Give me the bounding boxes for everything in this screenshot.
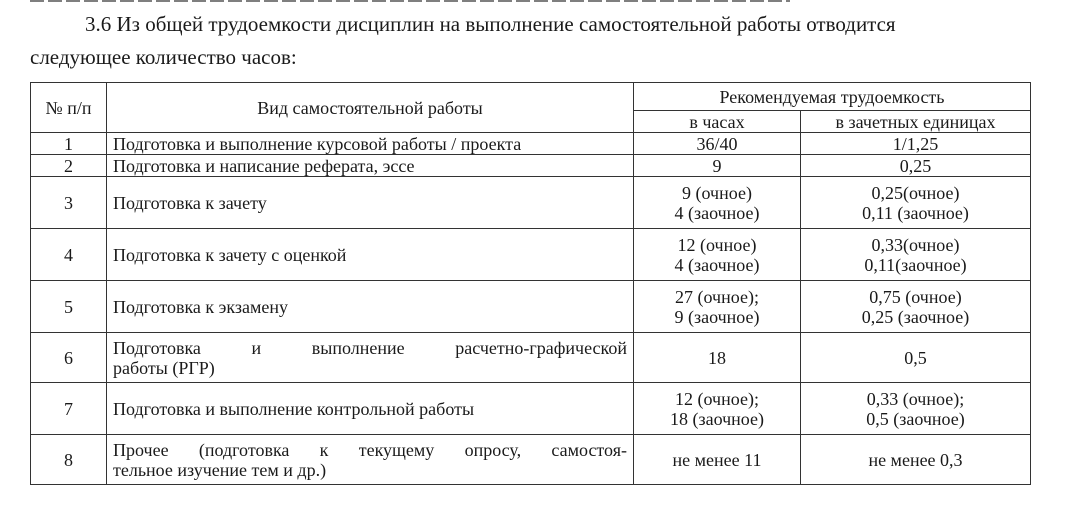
row-hours	[634, 281, 801, 333]
intro-line-2: следующее количество часов:	[30, 45, 297, 69]
table-row	[31, 435, 1031, 485]
row-hours	[634, 177, 801, 229]
hours-full-time: 27 (очное);	[675, 286, 759, 307]
row-num: 8	[31, 435, 107, 485]
row-num: 3	[31, 177, 107, 229]
row-type: Подготовка к зачету с оценкой	[107, 229, 634, 281]
credits-part-time: 0,11(заочное)	[864, 254, 967, 275]
intro-paragraph	[30, 8, 1040, 74]
table-row	[31, 333, 1031, 383]
row-hours: 36/40	[634, 133, 801, 155]
hours-part-time: 18 (заочное)	[669, 408, 765, 429]
hours-part-time: 9 (заочное)	[674, 306, 760, 327]
table-row	[31, 383, 1031, 435]
table-row	[31, 155, 1031, 177]
row-credits: 1/1,25	[801, 133, 1031, 155]
header-recommended: Рекомендуемая трудоемкость	[634, 83, 1031, 111]
row-type: Подготовка и выполнение контрольной работы	[107, 383, 634, 435]
credits-part-time: 0,5 (заочное)	[866, 408, 965, 429]
hours-full-time: 9 (очное)	[682, 182, 752, 203]
row-type-line-1: Подготовка и выполнение расчетно-графической	[113, 337, 627, 358]
credits-full-time: 0,75 (очное)	[869, 286, 962, 307]
row-type	[107, 435, 634, 485]
cropped-previous-line	[30, 0, 790, 4]
row-credits	[801, 281, 1031, 333]
hours-full-time: 12 (очное)	[677, 234, 757, 255]
row-type-line-2: работы (РГР)	[113, 357, 215, 378]
hours-part-time: 4 (заочное)	[674, 254, 760, 275]
credits-part-time: 0,11 (заочное)	[862, 202, 969, 223]
row-num: 4	[31, 229, 107, 281]
row-credits: не менее 0,3	[801, 435, 1031, 485]
table-row	[31, 281, 1031, 333]
row-hours	[634, 383, 801, 435]
row-credits	[801, 229, 1031, 281]
credits-full-time: 0,25(очное)	[871, 182, 960, 203]
row-type: Подготовка и написание реферата, эссе	[107, 155, 634, 177]
row-type-line-2: тельное изучение тем и др.)	[113, 459, 327, 480]
hours-part-time: 4 (заочное)	[674, 202, 760, 223]
row-num: 5	[31, 281, 107, 333]
credits-part-time: 0,25 (заочное)	[861, 306, 970, 327]
hours-full-time: 12 (очное);	[675, 388, 759, 409]
row-num: 1	[31, 133, 107, 155]
table-row	[31, 229, 1031, 281]
row-credits	[801, 383, 1031, 435]
credits-full-time: 0,33 (очное);	[866, 388, 965, 409]
table-row	[31, 177, 1031, 229]
row-credits: 0,5	[801, 333, 1031, 383]
row-num: 6	[31, 333, 107, 383]
intro-line-1: 3.6 Из общей трудоемкости дисциплин на выполнение самостоятельной работы отводится	[85, 12, 896, 36]
header-credits: в зачетных единицах	[801, 111, 1031, 133]
row-type: Подготовка к зачету	[107, 177, 634, 229]
header-row	[31, 83, 1031, 111]
header-type: Вид самостоятельной работы	[107, 83, 634, 133]
row-credits: 0,25	[801, 155, 1031, 177]
table-row	[31, 133, 1031, 155]
row-hours	[634, 229, 801, 281]
row-type: Подготовка и выполнение курсовой работы / проекта	[107, 133, 634, 155]
row-num: 7	[31, 383, 107, 435]
self-study-table	[30, 82, 1031, 485]
row-hours: 9	[634, 155, 801, 177]
row-type: Подготовка к экзамену	[107, 281, 634, 333]
header-hours: в часах	[634, 111, 801, 133]
credits-full-time: 0,33(очное)	[871, 234, 960, 255]
row-type	[107, 333, 634, 383]
row-hours: не менее 11	[634, 435, 801, 485]
row-num: 2	[31, 155, 107, 177]
header-num: № п/п	[31, 83, 107, 133]
row-credits	[801, 177, 1031, 229]
row-hours: 18	[634, 333, 801, 383]
row-type-line-1: Прочее (подготовка к текущему опросу, самостоя-	[113, 439, 627, 460]
